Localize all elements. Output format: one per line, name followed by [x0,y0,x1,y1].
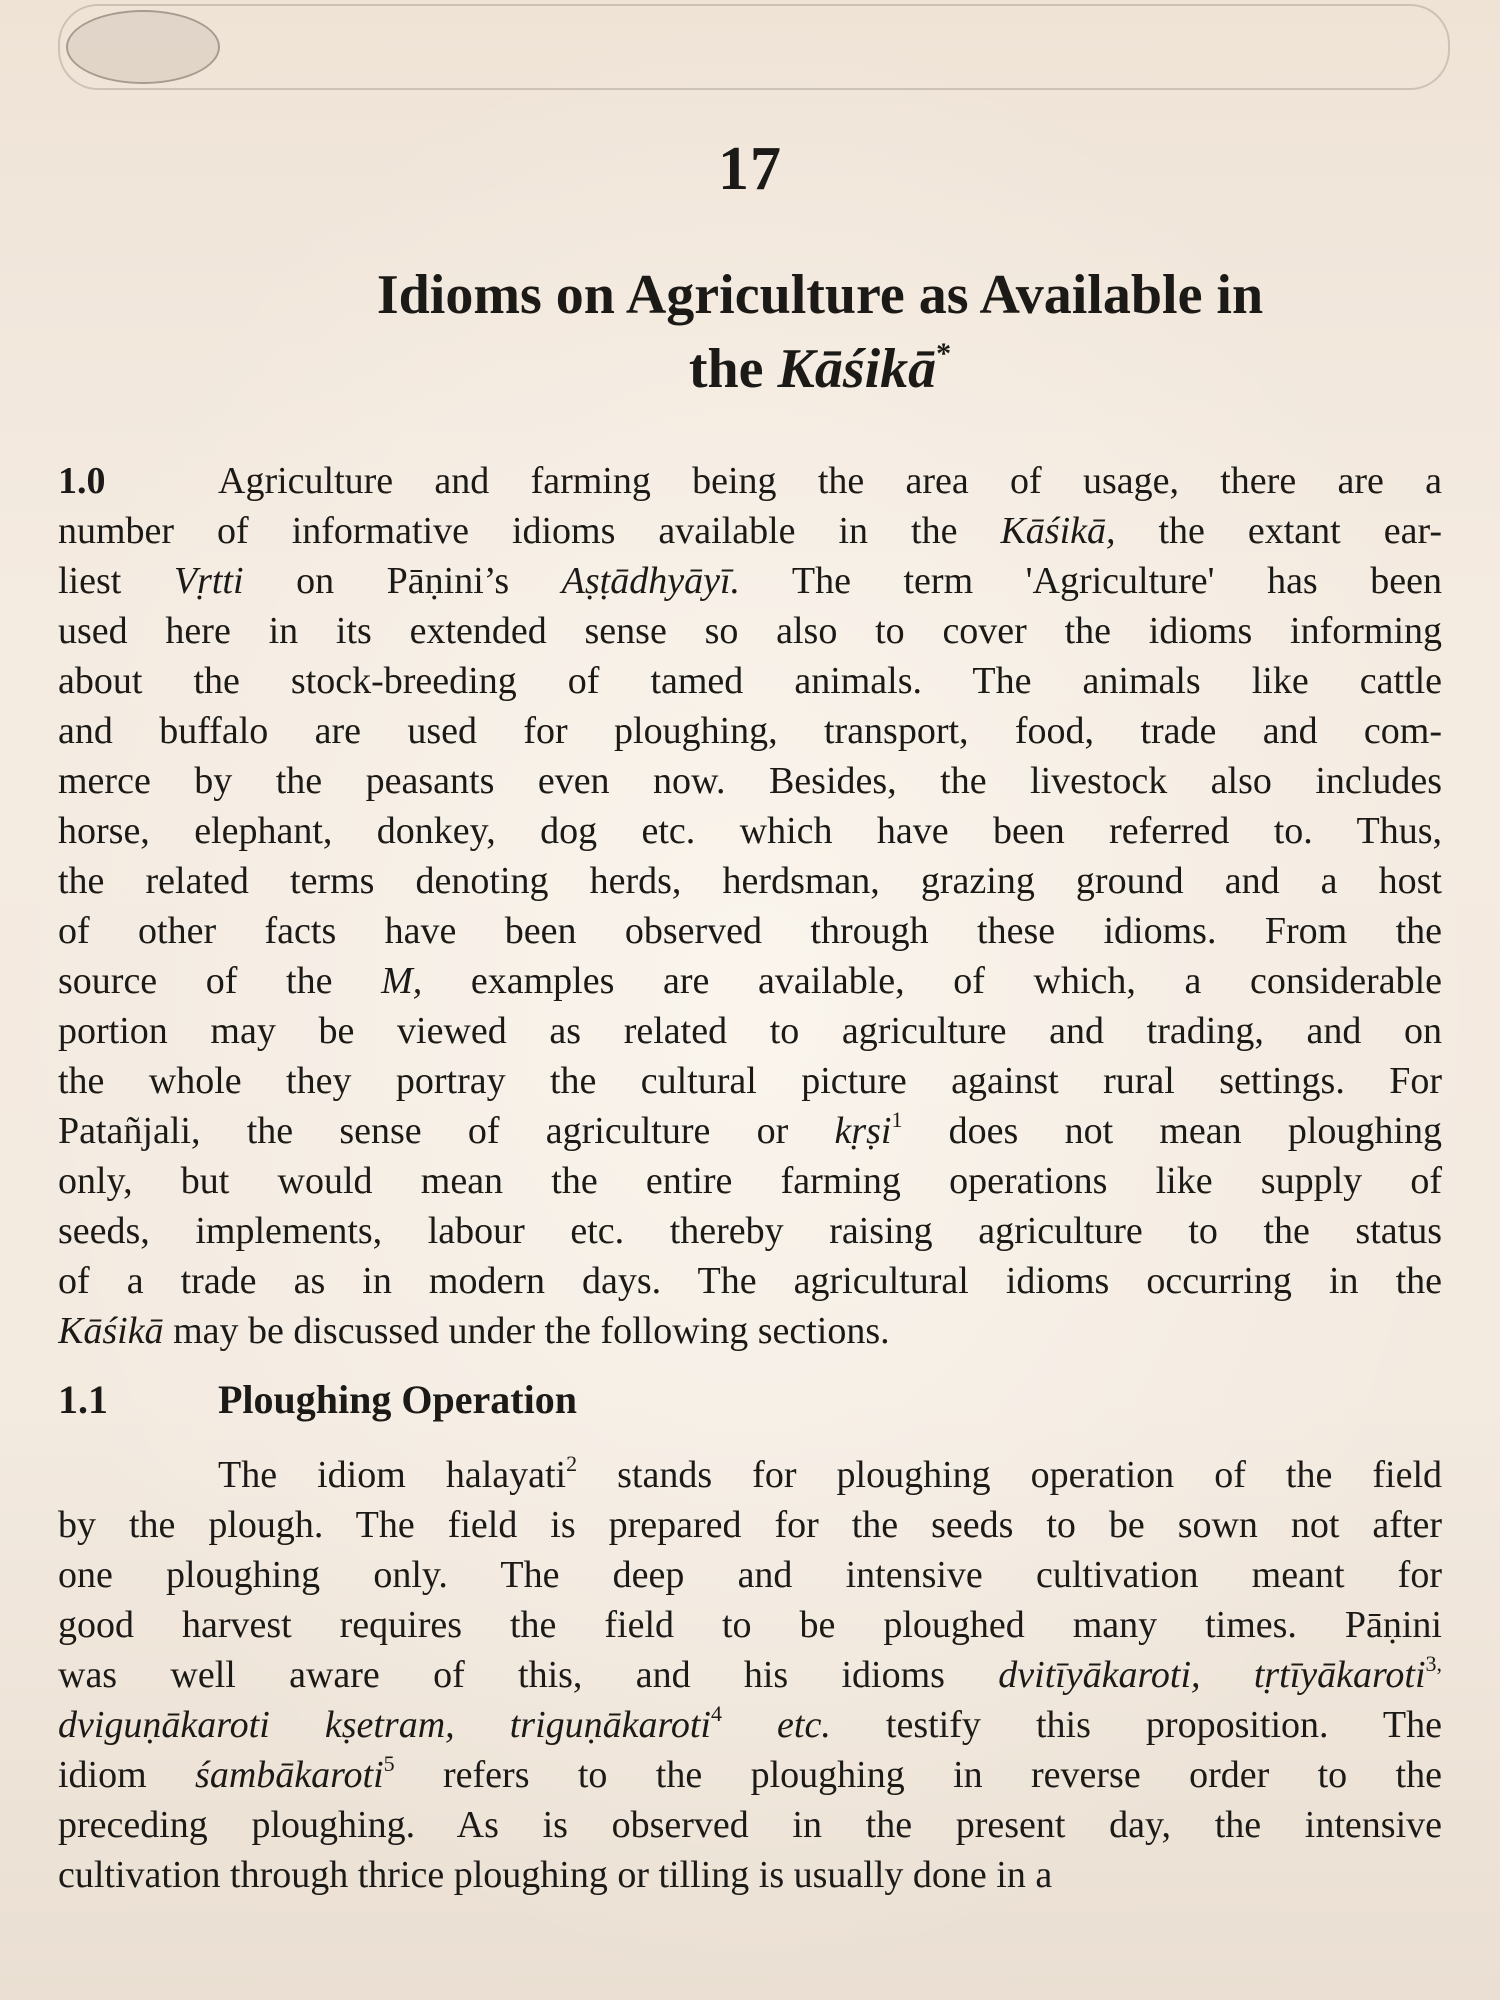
text-run: horse, elephant, donkey, dog etc. which have been referred to. Thus, [58,810,1442,852]
text-line [58,1850,1442,1900]
text-run: of a trade as in modern days. The agricultural idioms occurring in the [58,1260,1442,1302]
text-run: stands for ploughing operation of the field [577,1454,1442,1496]
text-line [58,1056,1442,1106]
section-1-1-title: Ploughing Operation [218,1377,577,1422]
text-run: source of the [58,960,382,1002]
italic-term: Kāśikā, [1000,510,1116,552]
text-line [58,1750,1442,1800]
text-run: refers to the ploughing in reverse order to the [394,1754,1442,1796]
chapter-title-footnote-star: * [936,337,952,370]
text-run: one ploughing only. The deep and intensive cultivation meant for [58,1554,1442,1596]
text-line [58,1306,1442,1356]
italic-term: dviguṇākaroti kṣetram, triguṇākaroti [58,1704,711,1746]
text-line [58,1500,1442,1550]
text-run: idiom [58,1754,196,1796]
footnote-marker: 2 [566,1451,578,1476]
text-run: the related terms denoting herds, herdsman, grazing ground and a host [58,860,1442,902]
chapter-number: 17 [718,135,782,203]
italic-term: śambākaroti [195,1754,384,1796]
text-run: number of informative idioms available in the [58,510,1001,552]
text-run: merce by the peasants even now. Besides, the livestock also includes [58,760,1442,802]
italic-term: Aṣṭādhyāyī. [561,560,741,602]
text-line [58,1650,1442,1700]
text-line [58,1256,1442,1306]
text-line [58,1006,1442,1056]
text-line [58,856,1442,906]
bleed-through-header-band [58,4,1450,90]
text-line [58,606,1442,656]
text-run: The idiom halayati [218,1454,567,1496]
chapter-title-line-2 [200,332,1440,406]
section-1-1-heading [58,1376,577,1423]
footnote-marker: 4 [710,1701,722,1726]
text-run: preceding ploughing. As is observed in the present day, the intensive [58,1804,1442,1846]
text-run: only, but would mean the entire farming operations like supply of [58,1160,1442,1202]
italic-term: M, [381,960,423,1002]
text-run: seeds, implements, labour etc. thereby raising agriculture to the status [58,1210,1442,1252]
text-line [58,1800,1442,1850]
text-line [58,1156,1442,1206]
text-line [58,906,1442,956]
text-run: the whole they portray the cultural picture against rural settings. For [58,1060,1442,1102]
text-run: on Pāṇini’s [243,560,562,602]
text-line [58,756,1442,806]
text-run: liest [58,560,174,602]
chapter-title-prefix: the [688,338,778,400]
italic-term: Vṛtti [173,560,244,602]
text-run: portion may be viewed as related to agriculture and trading, and on [58,1010,1442,1052]
text-line [58,706,1442,756]
chapter-title-kasika: Kāśikā [777,338,937,400]
text-line [58,506,1442,556]
text-run: the extant ear- [1115,510,1442,552]
text-run: The term 'Agriculture' has been [740,560,1442,602]
footnote-marker: 1 [891,1107,903,1132]
footnote-marker: 3, [1425,1651,1442,1676]
section-number: 1.0 [58,460,106,502]
text-run: good harvest requires the field to be ploughed many times. Pāṇini [58,1604,1442,1646]
text-run: by the plough. The field is prepared for the seeds to be sown not after [58,1504,1442,1546]
text-run: about the stock-breeding of tamed animals. The animals like cattle [58,660,1442,702]
text-run: cultivation through thrice ploughing or tilling is usually done in a [58,1854,1053,1896]
section-1-1-number: 1.1 [58,1377,108,1422]
chapter-title-line-1: Idioms on Agriculture as Available in [376,264,1264,326]
section-1-0-paragraph [58,456,1442,1356]
text-run: examples are available, of which, a considerable [422,960,1442,1002]
text-run: may be discussed under the following sections. [163,1310,890,1352]
italic-term: Kāśikā [58,1310,164,1352]
chapter-title [200,258,1440,406]
text-line [58,1700,1442,1750]
text-run: does not mean ploughing [902,1110,1442,1152]
italic-term: dvitīyākaroti, tṛtīyākaroti [998,1654,1426,1696]
bleed-through-page-number-oval [66,10,220,84]
text-line [58,1550,1442,1600]
italic-term: etc. [721,1704,831,1746]
text-line [58,1106,1442,1156]
text-run: testify this proposition. The [830,1704,1442,1746]
text-line [58,1600,1442,1650]
text-run: used here in its extended sense so also to cover the idioms informing [58,610,1442,652]
text-run: Patañjali, the sense of agriculture or [58,1110,835,1152]
text-line [58,956,1442,1006]
text-run: and buffalo are used for ploughing, transport, food, trade and com- [58,710,1442,752]
text-line [58,1206,1442,1256]
text-line [58,806,1442,856]
text-run: was well aware of this, and his idioms [58,1654,999,1696]
text-run: Agriculture and farming being the area of usage, there are a [218,460,1442,502]
text-line [58,1450,1442,1500]
text-line [58,456,1442,506]
section-1-1-paragraph [58,1450,1442,1900]
italic-term: kṛṣi [834,1110,892,1152]
footnote-marker: 5 [383,1751,395,1776]
text-run: of other facts have been observed through these idioms. From the [58,910,1442,952]
text-line [58,656,1442,706]
text-line [58,556,1442,606]
